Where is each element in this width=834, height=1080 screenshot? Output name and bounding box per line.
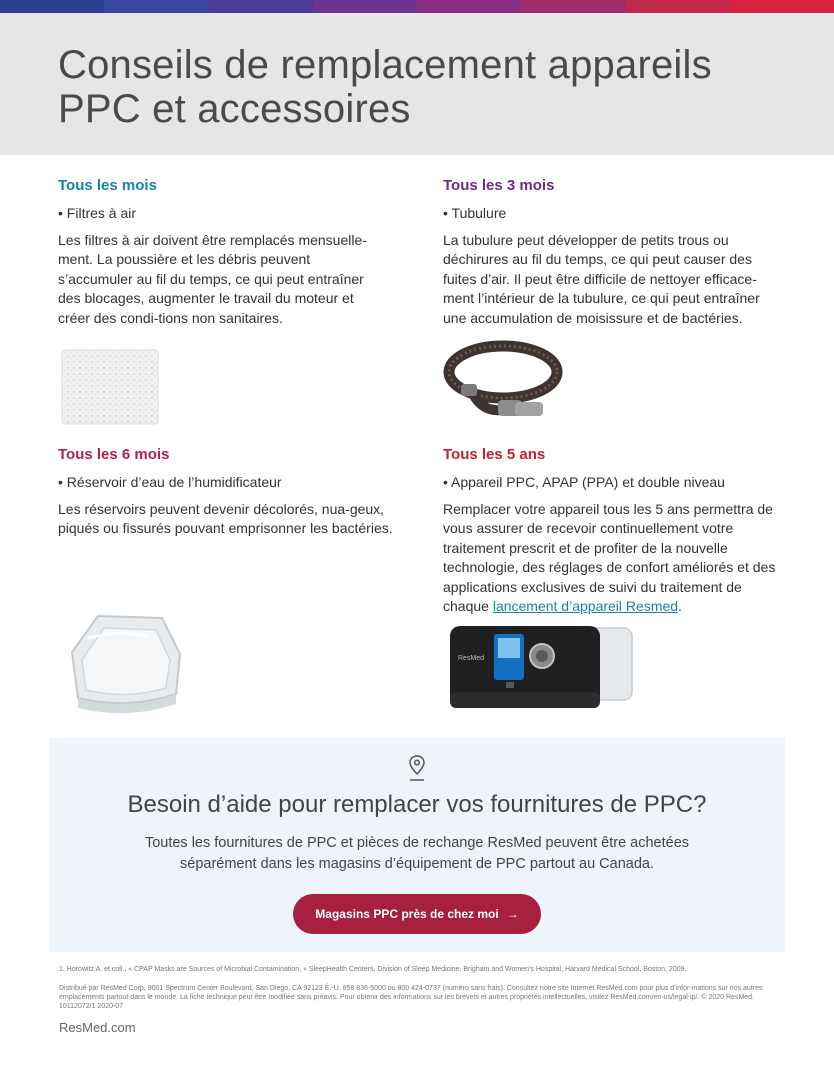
section-body-text: Remplacer votre appareil tous les 5 ans permettra de vous assurer de recevoir continuellement votre traitement prescrit et de profiter de la nouvelle technologie, des réglages de confort améliorés et des applications exclusives de suivi du traitement de chaque [443, 501, 776, 615]
help-panel [49, 738, 785, 952]
section-three-months [443, 177, 783, 328]
brand-url: ResMed.com [59, 1020, 136, 1035]
help-title: Besoin d’aide pour remplacer vos fournitures de PPC? [127, 791, 707, 818]
section-body [443, 500, 778, 616]
section-heading: Tous les 5 ans [443, 446, 546, 463]
stripe-5 [417, 0, 521, 13]
water-tub-image [58, 608, 192, 720]
section-five-years [443, 446, 783, 616]
page-title [58, 43, 712, 131]
section-body: La tubulure peut développer de petits trous ou déchirures au fil du temps, ce qui peut causer des fuites d’air. Il peut être difficile de nettoyer efficace-ment l’intérieur de la tubulure, ce qui peut entraîner une accumulation de moisissure et de bactéries. [443, 232, 760, 326]
stripe-8 [730, 0, 834, 13]
section-bullet: • Appareil PPC, APAP (PPA) et double niveau [443, 474, 725, 490]
page-header [0, 13, 834, 155]
stripe-2 [104, 0, 208, 13]
help-line-1: Toutes les fournitures de PPC et pièces de rechange ResMed peuvent être achetées [144, 835, 690, 851]
title-line-2: PPC et accessoires [58, 87, 411, 131]
find-stores-label: Magasins PPC près de chez moi [315, 907, 499, 921]
stripe-6 [521, 0, 625, 13]
cpap-device-image [448, 622, 638, 724]
section-body: Les réservoirs peuvent devenir décolorés, nua-geux, piqués ou fissurés pouvant emprisonner les bactéries. [58, 501, 393, 537]
title-line-1: Conseils de remplacement appareils [58, 43, 712, 87]
device-launch-link[interactable]: lancement d’appareil Resmed [492, 598, 679, 615]
section-heading: Tous les 3 mois [443, 177, 555, 194]
section-bullet: • Tubulure [443, 205, 507, 221]
arrow-right-icon: → [506, 907, 519, 921]
section-heading: Tous les mois [58, 177, 157, 194]
section-heading: Tous les 6 mois [58, 446, 170, 463]
stripe-7 [626, 0, 730, 13]
stripe-4 [313, 0, 417, 13]
legal-text: Distribué par ResMed Corp, 9001 Spectrum Center Boulevard, San Diego, CA 92123 É.-U. 858 836-5000 ou 800 424-0737 (numéro sans frais). Consultez notre site Internet ResMed.com pour plus d’infor-mations sur nos autres emplacements partout dans le monde. La fiche technique peut être modifiée sans préavis. Pour obtenir des informations sur les brevets et autres propriétés intellectuelles, visitez ResMed.com/en-us/legal-ip/. © 2020 ResMed. 10112072/1 2020-07 [59, 985, 763, 1010]
air-filter-image [60, 348, 160, 426]
footnote: 1. Horowitz A. et coll., « CPAP Masks are Sources of Microbial Contamination, » SleepHealth Centers, Division of Sleep Medicine, Brigham and Women’s Hospital, Harvard Medical School, Boston, 2009. [59, 966, 687, 973]
section-bullet: • Filtres à air [58, 205, 137, 221]
location-pin-icon [408, 754, 426, 782]
section-six-months [58, 446, 398, 539]
device-brand-label: ResMed [458, 655, 485, 662]
section-monthly [58, 177, 398, 328]
stripe-3 [209, 0, 313, 13]
section-body: Les filtres à air doivent être remplacés mensuelle-ment. La poussière et les débris peuvent s’accumuler au fil du temps, ce qui peut entraîner des blocages, augmenter le travail du moteur et créer des condi-tions non sanitaires. [58, 232, 367, 326]
find-stores-button[interactable] [293, 894, 541, 934]
tubing-image [443, 332, 563, 430]
color-stripe [0, 0, 834, 13]
help-description [109, 833, 725, 875]
section-body-end: . [678, 598, 682, 615]
help-line-2: séparément dans les magasins d’équipement de PPC partout au Canada. [180, 856, 654, 872]
stripe-1 [0, 0, 104, 13]
section-bullet: • Réservoir d’eau de l’humidificateur [58, 474, 282, 490]
